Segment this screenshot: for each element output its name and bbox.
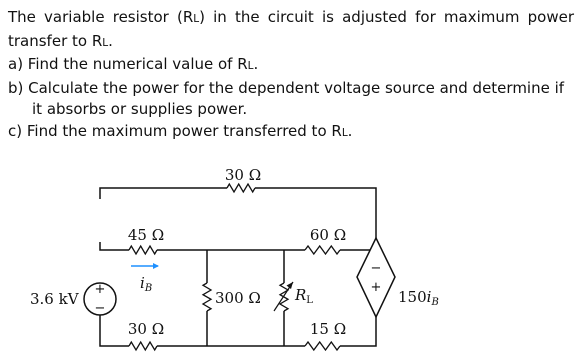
resistor-300 [203, 250, 211, 346]
label-60-ohm: 60 Ω [309, 226, 347, 244]
label-30-ohm-bottom: 30 Ω [127, 320, 165, 338]
label-45-ohm: 45 Ω [127, 226, 165, 244]
question-b: b) Calculate the power for the dependent voltage source and determine if it absorbs or supplies power. [8, 78, 565, 118]
label-15-ohm: 15 Ω [309, 320, 347, 338]
question-c: c) Find the maximum power transferred to RL. [8, 121, 353, 140]
resistor-45 [129, 246, 157, 254]
resistor-60 [305, 246, 340, 254]
resistor-rl [274, 250, 293, 346]
source-minus-sign: − [94, 301, 106, 316]
label-300-ohm: 300 Ω [215, 289, 261, 307]
dependent-source-minus-sign: − [370, 261, 382, 276]
resistor-30-top [227, 184, 255, 192]
dependent-source-plus-sign: + [370, 280, 382, 295]
label-source-voltage: 3.6 kV [30, 290, 79, 308]
question-a: a) Find the numerical value of RL. [8, 55, 259, 73]
source-plus-sign: + [94, 282, 106, 297]
resistor-15 [305, 342, 340, 350]
resistor-30-bottom [129, 342, 157, 350]
label-current-ib: iB [140, 274, 153, 294]
voltage-source-3.6kv [84, 282, 116, 316]
label-rl: RL [295, 286, 313, 306]
label-30-ohm-top: 30 Ω [224, 166, 262, 184]
problem-intro: The variable resistor (RL) in the circuit is adjusted for maximum power transfer to RL. [8, 8, 574, 50]
label-dependent-source: 150iB [398, 288, 439, 308]
